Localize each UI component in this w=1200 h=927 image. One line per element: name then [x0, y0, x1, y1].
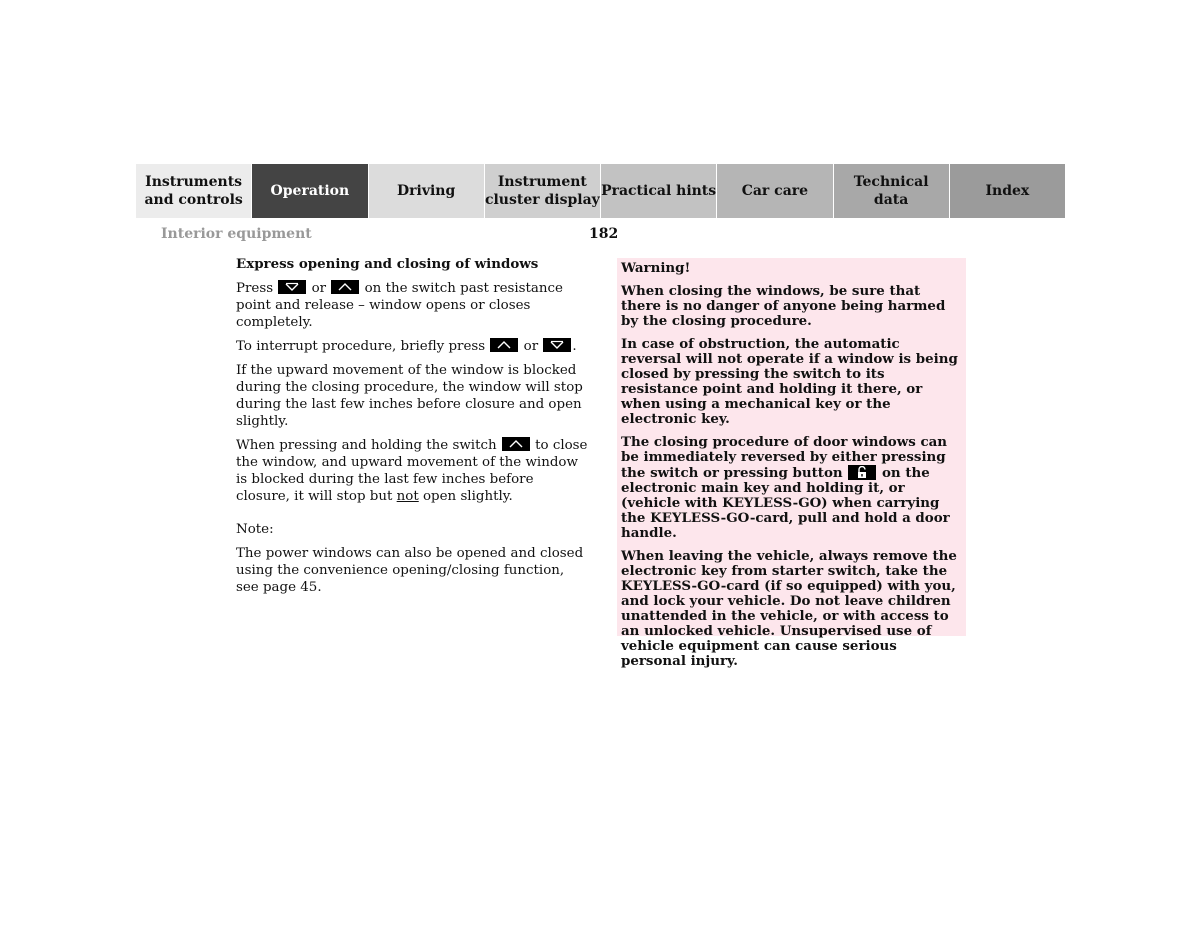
warning-paragraph: When closing the windows, be sure that there is no danger of anyone being harmed by the closing procedure. [621, 283, 946, 329]
warning-title: Warning! [621, 260, 691, 276]
text: To interrupt procedure, briefly press [236, 339, 486, 354]
tab-index[interactable] [950, 164, 1065, 218]
window-up-key-icon [502, 437, 530, 451]
warning-paragraph: In case of obstruction, the automatic reversal will not operate if a window is being closed by pressing the switch to its resistance point and holding it there, or when using a mechanical key or the electronic key. [621, 336, 958, 427]
tab-label: Driving [396, 183, 456, 199]
tab-technical-data[interactable] [834, 164, 950, 218]
section-title: Interior equipment [161, 226, 312, 242]
window-down-key-icon [543, 338, 571, 352]
text: open slightly. [423, 489, 513, 504]
text: or [523, 339, 539, 354]
tab-label: Index [985, 183, 1030, 199]
note-text: The power windows can also be opened and closed using the convenience opening/closing function, see page 45. [236, 546, 584, 595]
tab-driving[interactable] [369, 164, 485, 218]
text: to close the window, and upward movement of the window is blocked during the last few inches before closure, it will stop but [236, 438, 588, 504]
tab-practical-hints[interactable] [601, 164, 717, 218]
warning-box [617, 258, 966, 669]
unlock-button-icon [848, 465, 876, 480]
tab-instruments-and-controls[interactable] [136, 164, 252, 218]
tab-label: Instrument cluster display [484, 174, 600, 208]
text: on the switch past resistance point and release – window opens or closes completely. [236, 281, 563, 330]
warning-paragraph [621, 435, 960, 541]
text: The closing procedure of door windows can be immediately reversed by either pressing the switch or pressing button [621, 434, 948, 481]
emphasis-text: not [396, 489, 419, 504]
paragraph-interrupt [236, 338, 588, 355]
warning-paragraph: When leaving the vehicle, always remove the electronic key from starter switch, take the KEYLESS-GO-card (if so equipped) with you, and lock your vehicle. Do not leave children unattended in the vehicle, or with access to an unlocked vehicle. Unsupervised use of vehicle equipment can cause serious personal injury. [621, 548, 957, 669]
main-text-column [236, 256, 588, 603]
window-up-key-icon [490, 338, 518, 352]
tab-label: Operation [270, 183, 350, 199]
tab-label: Practical hints [601, 183, 717, 199]
text: . [572, 339, 577, 354]
note-label: Note: [236, 522, 274, 537]
section-heading: Express opening and closing of windows [236, 256, 539, 272]
page-number: 182 [589, 226, 619, 242]
window-down-key-icon [278, 280, 306, 294]
window-up-key-icon [331, 280, 359, 294]
tab-label: Car care [741, 183, 809, 199]
tab-instrument-cluster-display[interactable] [485, 164, 601, 218]
paragraph-holding [236, 437, 588, 505]
tab-label: Technical data [853, 174, 929, 208]
section-tab-bar [136, 164, 1065, 218]
text: or [311, 281, 327, 296]
tab-label: Instruments and controls [144, 174, 243, 208]
text: When pressing and holding the switch [236, 438, 497, 453]
text: Press [236, 281, 274, 296]
tab-car-care[interactable] [717, 164, 833, 218]
paragraph-press [236, 280, 588, 331]
text: on the electronic main key and holding it, or (vehicle with KEYLESS-GO) when carrying the KEYLESS-GO-card, pull and hold a door handle. [621, 465, 950, 541]
paragraph-blocked: If the upward movement of the window is blocked during the closing procedure, the window will stop during the last few inches before closure and open slightly. [236, 363, 583, 429]
tab-operation[interactable] [252, 164, 368, 218]
